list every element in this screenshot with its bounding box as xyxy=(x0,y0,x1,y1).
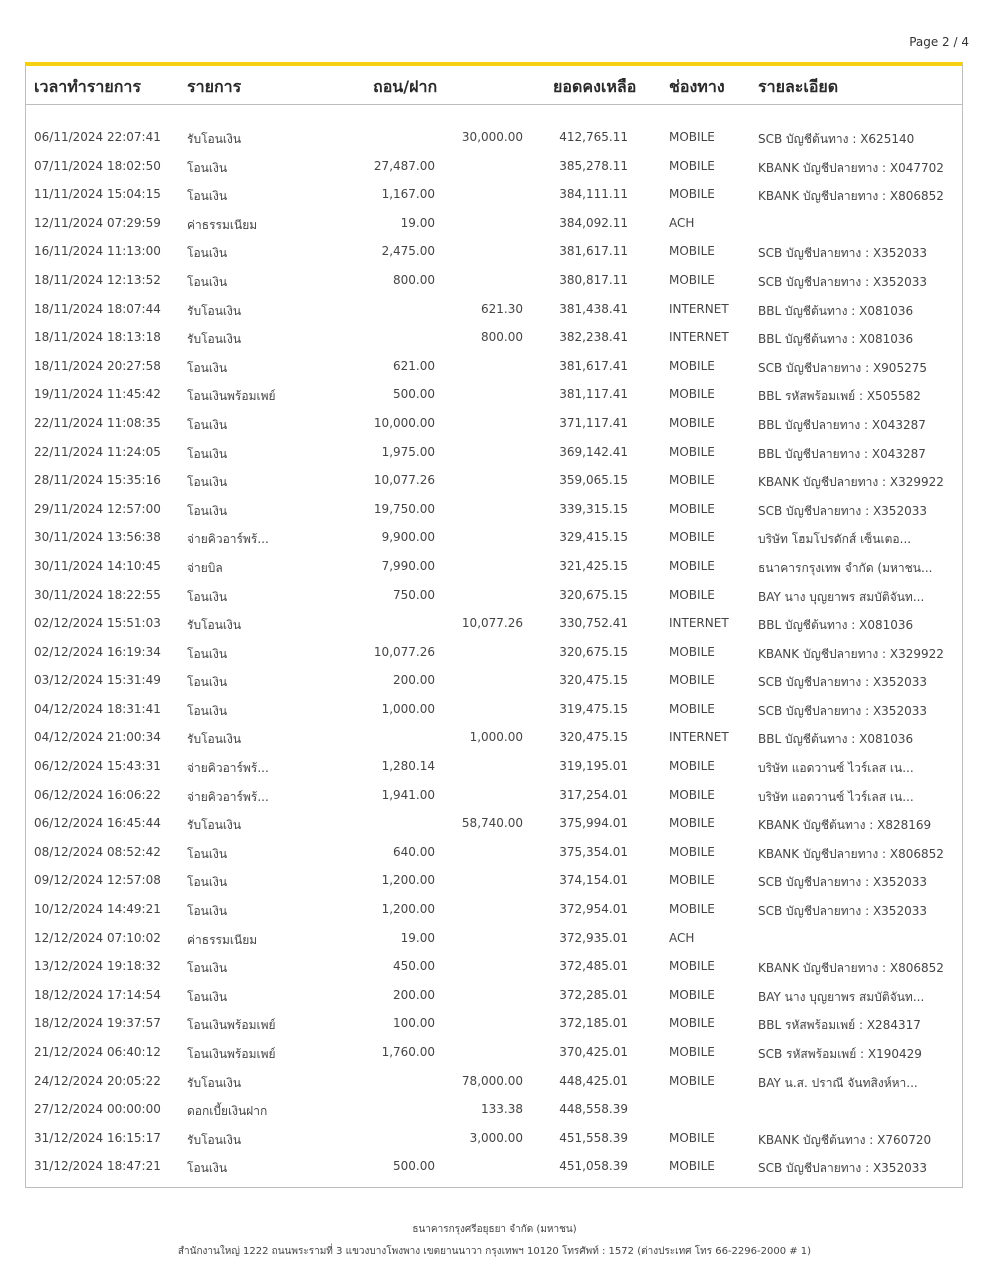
cell-withdrawal: 1,000.00 xyxy=(381,701,435,716)
cell-description: ดอกเบี้ยเงินฝาก xyxy=(187,1104,268,1119)
cell-balance: 448,425.01 xyxy=(559,1073,628,1088)
cell-details: BAY นาง บุญยาพร สมบัติจันท... xyxy=(758,589,925,604)
cell-time: 02/12/2024 16:19:34 xyxy=(34,644,161,659)
cell-description: โอนเงิน xyxy=(187,246,228,261)
cell-withdrawal: 450.00 xyxy=(393,959,435,974)
table-row xyxy=(26,496,962,525)
cell-details: BBL รหัสพร้อมเพย์ : X284317 xyxy=(758,1018,921,1033)
table-row xyxy=(26,524,962,553)
table-row xyxy=(26,696,962,725)
table-row xyxy=(26,839,962,868)
cell-channel: MOBILE xyxy=(669,415,715,430)
cell-channel: MOBILE xyxy=(669,158,715,173)
cell-balance: 369,142.41 xyxy=(559,444,628,459)
table-row xyxy=(26,753,962,782)
table-row xyxy=(26,1153,962,1182)
cell-description: รับโอนเงิน xyxy=(187,1132,242,1147)
cell-time: 30/11/2024 14:10:45 xyxy=(34,558,161,573)
cell-description: โอนเงินพร้อมเพย์ xyxy=(187,1018,276,1033)
cell-withdrawal: 1,167.00 xyxy=(381,187,435,202)
cell-withdrawal: 10,077.26 xyxy=(373,473,435,488)
cell-details: บริษัท แอดวานซ์ ไวร์เลส เน... xyxy=(758,789,914,804)
cell-deposit: 30,000.00 xyxy=(461,130,523,144)
cell-time: 12/12/2024 07:10:02 xyxy=(34,930,161,945)
cell-details: KBANK บัญชีปลายทาง : X329922 xyxy=(758,475,944,490)
cell-withdrawal: 1,200.00 xyxy=(381,873,435,888)
table-header xyxy=(26,66,962,105)
table-row xyxy=(26,1125,962,1154)
cell-withdrawal: 2,475.00 xyxy=(381,244,435,259)
cell-balance: 381,617.41 xyxy=(559,358,628,373)
page-number: Page 2 / 4 xyxy=(909,35,969,49)
cell-time: 30/11/2024 13:56:38 xyxy=(34,530,161,545)
cell-details: BBL รหัสพร้อมเพย์ : X505582 xyxy=(758,389,921,404)
cell-time: 08/12/2024 08:52:42 xyxy=(34,844,161,859)
table-row xyxy=(26,439,962,468)
cell-time: 09/12/2024 12:57:08 xyxy=(34,873,161,888)
cell-details: KBANK บัญชีปลายทาง : X806852 xyxy=(758,961,944,976)
cell-details: SCB บัญชีปลายทาง : X352033 xyxy=(758,675,927,690)
cell-details: KBANK บัญชีปลายทาง : X806852 xyxy=(758,189,944,204)
cell-time: 31/12/2024 16:15:17 xyxy=(34,1130,161,1145)
table-row xyxy=(26,124,962,153)
table-row xyxy=(26,296,962,325)
cell-balance: 372,185.01 xyxy=(559,1016,628,1031)
cell-balance: 330,752.41 xyxy=(559,616,628,631)
cell-details: KBANK บัญชีปลายทาง : X329922 xyxy=(758,646,944,661)
table-row xyxy=(26,724,962,753)
cell-balance: 384,111.11 xyxy=(559,187,628,202)
cell-details: KBANK บัญชีต้นทาง : X828169 xyxy=(758,818,932,833)
cell-description: โอนเงิน xyxy=(187,503,228,518)
cell-time: 22/11/2024 11:08:35 xyxy=(34,415,161,430)
table-row xyxy=(26,782,962,811)
cell-deposit: 621.30 xyxy=(481,301,523,316)
footer-bank-name: ธนาคารกรุงศรีอยุธยา จำกัด (มหาชน) xyxy=(412,1224,577,1235)
cell-channel: MOBILE xyxy=(669,816,715,831)
header-time: เวลาทำรายการ xyxy=(34,77,141,96)
cell-description: โอนเงิน xyxy=(187,646,228,661)
cell-time: 27/12/2024 00:00:00 xyxy=(34,1102,161,1117)
cell-details: SCB บัญชีปลายทาง : X352033 xyxy=(758,246,927,261)
cell-details: บริษัท โฮมโปรดักส์ เซ็นเตอ... xyxy=(758,532,912,547)
table-row xyxy=(26,353,962,382)
cell-description: โอนเงิน xyxy=(187,360,228,375)
cell-description: โอนเงิน xyxy=(187,417,228,432)
cell-withdrawal: 10,000.00 xyxy=(373,415,435,430)
cell-description: โอนเงิน xyxy=(187,475,228,490)
cell-balance: 451,058.39 xyxy=(559,1159,628,1174)
cell-channel: MOBILE xyxy=(669,1016,715,1031)
cell-details: บริษัท แอดวานซ์ ไวร์เลส เน... xyxy=(758,761,914,776)
cell-time: 16/11/2024 11:13:00 xyxy=(34,244,161,259)
cell-description: โอนเงิน xyxy=(187,875,228,890)
table-row xyxy=(26,238,962,267)
cell-time: 18/12/2024 17:14:54 xyxy=(34,987,161,1002)
table-row xyxy=(26,925,962,954)
cell-balance: 385,278.11 xyxy=(559,158,628,173)
cell-description: โอนเงิน xyxy=(187,274,228,289)
cell-time: 11/11/2024 15:04:15 xyxy=(34,187,161,202)
table-row xyxy=(26,982,962,1011)
cell-time: 06/11/2024 22:07:41 xyxy=(34,130,161,144)
cell-balance: 384,092.11 xyxy=(559,215,628,230)
cell-description: โอนเงิน xyxy=(187,1161,228,1176)
cell-details: SCB รหัสพร้อมเพย์ : X190429 xyxy=(758,1047,922,1061)
table-row xyxy=(26,324,962,353)
cell-channel: MOBILE xyxy=(669,1159,715,1174)
cell-channel: MOBILE xyxy=(669,673,715,688)
cell-channel: ACH xyxy=(669,930,695,945)
cell-balance: 371,117.41 xyxy=(559,415,628,430)
cell-time: 12/11/2024 07:29:59 xyxy=(34,215,161,230)
table-row xyxy=(26,381,962,410)
cell-description: โอนเงิน xyxy=(187,160,228,175)
cell-withdrawal: 621.00 xyxy=(393,358,435,373)
cell-description: รับโอนเงิน xyxy=(187,132,242,146)
cell-withdrawal: 19.00 xyxy=(400,215,435,230)
table-row xyxy=(26,610,962,639)
cell-description: โอนเงิน xyxy=(187,675,228,690)
cell-channel: MOBILE xyxy=(669,759,715,774)
cell-details: BBL บัญชีปลายทาง : X043287 xyxy=(758,417,926,432)
table-row xyxy=(26,1068,962,1097)
cell-description: จ่ายบิล xyxy=(187,560,223,575)
cell-channel: MOBILE xyxy=(669,959,715,974)
cell-channel: MOBILE xyxy=(669,987,715,1002)
cell-balance: 381,117.41 xyxy=(559,387,628,402)
header-withdraw-deposit: ถอน/ฝาก xyxy=(373,77,438,96)
cell-details: SCB บัญชีปลายทาง : X352033 xyxy=(758,904,927,919)
cell-time: 18/12/2024 19:37:57 xyxy=(34,1016,161,1031)
cell-balance: 372,285.01 xyxy=(559,987,628,1002)
cell-channel: MOBILE xyxy=(669,387,715,402)
cell-withdrawal: 19.00 xyxy=(400,930,435,945)
cell-deposit: 58,740.00 xyxy=(461,816,523,831)
cell-balance: 381,438.41 xyxy=(559,301,628,316)
table-body xyxy=(26,124,962,1182)
cell-channel: MOBILE xyxy=(669,473,715,488)
cell-deposit: 133.38 xyxy=(481,1102,523,1117)
cell-balance: 370,425.01 xyxy=(559,1045,628,1059)
cell-time: 18/11/2024 18:13:18 xyxy=(34,330,161,345)
cell-withdrawal: 10,077.26 xyxy=(373,644,435,659)
cell-balance: 375,994.01 xyxy=(559,816,628,831)
cell-description: โอนเงิน xyxy=(187,989,228,1004)
cell-deposit: 10,077.26 xyxy=(461,616,523,631)
cell-description: รับโอนเงิน xyxy=(187,332,242,347)
cell-balance: 320,475.15 xyxy=(559,730,628,745)
cell-description: โอนเงิน xyxy=(187,703,228,718)
cell-time: 29/11/2024 12:57:00 xyxy=(34,501,161,516)
table-row xyxy=(26,153,962,182)
cell-channel: MOBILE xyxy=(669,644,715,659)
cell-details: BBL บัญชีต้นทาง : X081036 xyxy=(758,303,914,318)
cell-description: จ่ายคิวอาร์พร้... xyxy=(187,789,269,804)
cell-time: 19/11/2024 11:45:42 xyxy=(34,387,161,402)
table-row xyxy=(26,1010,962,1039)
cell-balance: 359,065.15 xyxy=(559,473,628,488)
table-row xyxy=(26,467,962,496)
cell-deposit: 3,000.00 xyxy=(469,1130,523,1145)
cell-balance: 382,238.41 xyxy=(559,330,628,345)
table-row xyxy=(26,210,962,239)
cell-details: SCB บัญชีต้นทาง : X625140 xyxy=(758,132,915,146)
cell-withdrawal: 1,975.00 xyxy=(381,444,435,459)
header-details: รายละเอียด xyxy=(758,77,839,96)
header-balance: ยอดคงเหลือ xyxy=(553,77,637,96)
cell-channel: MOBILE xyxy=(669,530,715,545)
cell-withdrawal: 640.00 xyxy=(393,844,435,859)
table-row xyxy=(26,181,962,210)
cell-description: โอนเงินพร้อมเพย์ xyxy=(187,389,276,404)
cell-details: ธนาคารกรุงเทพ จำกัด (มหาชน... xyxy=(758,560,933,575)
cell-deposit: 1,000.00 xyxy=(469,730,523,745)
cell-time: 18/11/2024 18:07:44 xyxy=(34,301,161,316)
table-row xyxy=(26,1039,962,1068)
cell-withdrawal: 100.00 xyxy=(393,1016,435,1031)
cell-balance: 317,254.01 xyxy=(559,787,628,802)
cell-details: BBL บัญชีปลายทาง : X043287 xyxy=(758,446,926,461)
cell-description: รับโอนเงิน xyxy=(187,303,242,318)
cell-balance: 320,475.15 xyxy=(559,673,628,688)
cell-channel: MOBILE xyxy=(669,1073,715,1088)
statement-table xyxy=(25,62,963,1188)
cell-description: โอนเงิน xyxy=(187,961,228,976)
cell-description: โอนเงิน xyxy=(187,189,228,204)
cell-time: 06/12/2024 16:06:22 xyxy=(34,787,161,802)
cell-withdrawal: 500.00 xyxy=(393,387,435,402)
cell-time: 24/12/2024 20:05:22 xyxy=(34,1073,161,1088)
cell-balance: 374,154.01 xyxy=(559,873,628,888)
cell-time: 22/11/2024 11:24:05 xyxy=(34,444,161,459)
cell-time: 04/12/2024 21:00:34 xyxy=(34,730,161,745)
cell-time: 28/11/2024 15:35:16 xyxy=(34,473,161,488)
cell-balance: 339,315.15 xyxy=(559,501,628,516)
cell-details: BAY น.ส. ปราณี จันทสิงห์หา... xyxy=(758,1075,918,1090)
cell-description: โอนเงิน xyxy=(187,846,228,861)
cell-channel: MOBILE xyxy=(669,244,715,259)
cell-description: โอนเงิน xyxy=(187,446,228,461)
cell-withdrawal: 200.00 xyxy=(393,673,435,688)
cell-channel: INTERNET xyxy=(669,301,729,316)
table-row xyxy=(26,553,962,582)
cell-balance: 319,475.15 xyxy=(559,701,628,716)
table-row xyxy=(26,267,962,296)
cell-channel: MOBILE xyxy=(669,902,715,917)
cell-channel: INTERNET xyxy=(669,730,729,745)
cell-channel: MOBILE xyxy=(669,558,715,573)
cell-details: KBANK บัญชีต้นทาง : X760720 xyxy=(758,1132,932,1147)
cell-balance: 451,558.39 xyxy=(559,1130,628,1145)
cell-withdrawal: 27,487.00 xyxy=(373,158,435,173)
table-row xyxy=(26,867,962,896)
cell-channel: MOBILE xyxy=(669,701,715,716)
cell-description: รับโอนเงิน xyxy=(187,618,242,633)
table-row xyxy=(26,639,962,668)
cell-balance: 320,675.15 xyxy=(559,587,628,602)
cell-channel: INTERNET xyxy=(669,330,729,345)
cell-withdrawal: 7,990.00 xyxy=(381,558,435,573)
cell-withdrawal: 800.00 xyxy=(393,272,435,287)
cell-channel: MOBILE xyxy=(669,501,715,516)
cell-deposit: 78,000.00 xyxy=(461,1073,523,1088)
cell-balance: 372,954.01 xyxy=(559,902,628,917)
cell-details: BBL บัญชีต้นทาง : X081036 xyxy=(758,332,914,347)
cell-withdrawal: 200.00 xyxy=(393,987,435,1002)
cell-details: SCB บัญชีปลายทาง : X905275 xyxy=(758,360,927,375)
table-row xyxy=(26,582,962,611)
cell-description: โอนเงินพร้อมเพย์ xyxy=(187,1047,276,1061)
cell-details: KBANK บัญชีปลายทาง : X806852 xyxy=(758,846,944,861)
cell-time: 18/11/2024 12:13:52 xyxy=(34,272,161,287)
cell-withdrawal: 1,760.00 xyxy=(381,1045,435,1059)
cell-details: SCB บัญชีปลายทาง : X352033 xyxy=(758,875,927,890)
cell-description: รับโอนเงิน xyxy=(187,1075,242,1090)
cell-channel: MOBILE xyxy=(669,787,715,802)
cell-balance: 380,817.11 xyxy=(559,272,628,287)
footer-address: สำนักงานใหญ่ 1222 ถนนพระรามที่ 3 แขวงบางโพงพาง เขตยานนาวา กรุงเทพฯ 10120 โทรศัพท์ : 1572 (ต่างประเทศ โทร 66-2296-2000 # 1) xyxy=(177,1246,812,1257)
cell-channel: MOBILE xyxy=(669,844,715,859)
cell-channel: MOBILE xyxy=(669,272,715,287)
cell-time: 21/12/2024 06:40:12 xyxy=(34,1045,161,1059)
cell-withdrawal: 1,280.14 xyxy=(381,759,435,774)
cell-withdrawal: 19,750.00 xyxy=(373,501,435,516)
cell-details: BAY นาง บุญยาพร สมบัติจันท... xyxy=(758,989,925,1004)
cell-details: SCB บัญชีปลายทาง : X352033 xyxy=(758,1161,927,1176)
cell-description: ค่าธรรมเนียม xyxy=(187,217,258,232)
header-description: รายการ xyxy=(187,77,242,96)
table-row xyxy=(26,810,962,839)
cell-withdrawal: 1,200.00 xyxy=(381,902,435,917)
cell-balance: 375,354.01 xyxy=(559,844,628,859)
cell-channel: MOBILE xyxy=(669,130,715,144)
cell-balance: 381,617.11 xyxy=(559,244,628,259)
cell-time: 31/12/2024 18:47:21 xyxy=(34,1159,161,1174)
cell-description: ค่าธรรมเนียม xyxy=(187,932,258,947)
cell-details: SCB บัญชีปลายทาง : X352033 xyxy=(758,703,927,718)
cell-channel: MOBILE xyxy=(669,873,715,888)
cell-balance: 448,558.39 xyxy=(559,1102,628,1117)
cell-withdrawal: 750.00 xyxy=(393,587,435,602)
cell-channel: ACH xyxy=(669,215,695,230)
cell-details: BBL บัญชีต้นทาง : X081036 xyxy=(758,618,914,633)
cell-balance: 412,765.11 xyxy=(559,130,628,144)
cell-time: 10/12/2024 14:49:21 xyxy=(34,902,161,917)
cell-channel: MOBILE xyxy=(669,1045,715,1059)
cell-channel: INTERNET xyxy=(669,616,729,631)
cell-channel: MOBILE xyxy=(669,1130,715,1145)
cell-balance: 372,935.01 xyxy=(559,930,628,945)
cell-deposit: 800.00 xyxy=(481,330,523,345)
table-row xyxy=(26,953,962,982)
cell-time: 18/11/2024 20:27:58 xyxy=(34,358,161,373)
cell-channel: MOBILE xyxy=(669,587,715,602)
table-row xyxy=(26,410,962,439)
table-row xyxy=(26,667,962,696)
cell-details: BBL บัญชีต้นทาง : X081036 xyxy=(758,732,914,747)
cell-description: จ่ายคิวอาร์พร้... xyxy=(187,532,269,547)
cell-time: 04/12/2024 18:31:41 xyxy=(34,701,161,716)
cell-description: โอนเงิน xyxy=(187,589,228,604)
cell-time: 02/12/2024 15:51:03 xyxy=(34,616,161,631)
cell-description: โอนเงิน xyxy=(187,904,228,919)
cell-withdrawal: 500.00 xyxy=(393,1159,435,1174)
cell-channel: MOBILE xyxy=(669,358,715,373)
cell-balance: 321,425.15 xyxy=(559,558,628,573)
cell-time: 03/12/2024 15:31:49 xyxy=(34,673,161,688)
cell-balance: 372,485.01 xyxy=(559,959,628,974)
cell-channel: MOBILE xyxy=(669,444,715,459)
cell-time: 13/12/2024 19:18:32 xyxy=(34,959,161,974)
cell-details: SCB บัญชีปลายทาง : X352033 xyxy=(758,274,927,289)
cell-withdrawal: 1,941.00 xyxy=(381,787,435,802)
cell-balance: 329,415.15 xyxy=(559,530,628,545)
cell-time: 30/11/2024 18:22:55 xyxy=(34,587,161,602)
cell-time: 07/11/2024 18:02:50 xyxy=(34,158,161,173)
cell-balance: 320,675.15 xyxy=(559,644,628,659)
cell-time: 06/12/2024 15:43:31 xyxy=(34,759,161,774)
cell-details: KBANK บัญชีปลายทาง : X047702 xyxy=(758,160,944,175)
cell-description: รับโอนเงิน xyxy=(187,732,242,747)
table-row xyxy=(26,1096,962,1125)
cell-balance: 319,195.01 xyxy=(559,759,628,774)
cell-time: 06/12/2024 16:45:44 xyxy=(34,816,161,831)
cell-channel: MOBILE xyxy=(669,187,715,202)
header-channel: ช่องทาง xyxy=(669,77,725,96)
cell-description: จ่ายคิวอาร์พร้... xyxy=(187,761,269,776)
cell-description: รับโอนเงิน xyxy=(187,818,242,833)
cell-withdrawal: 9,900.00 xyxy=(381,530,435,545)
cell-details: SCB บัญชีปลายทาง : X352033 xyxy=(758,503,927,518)
table-row xyxy=(26,896,962,925)
